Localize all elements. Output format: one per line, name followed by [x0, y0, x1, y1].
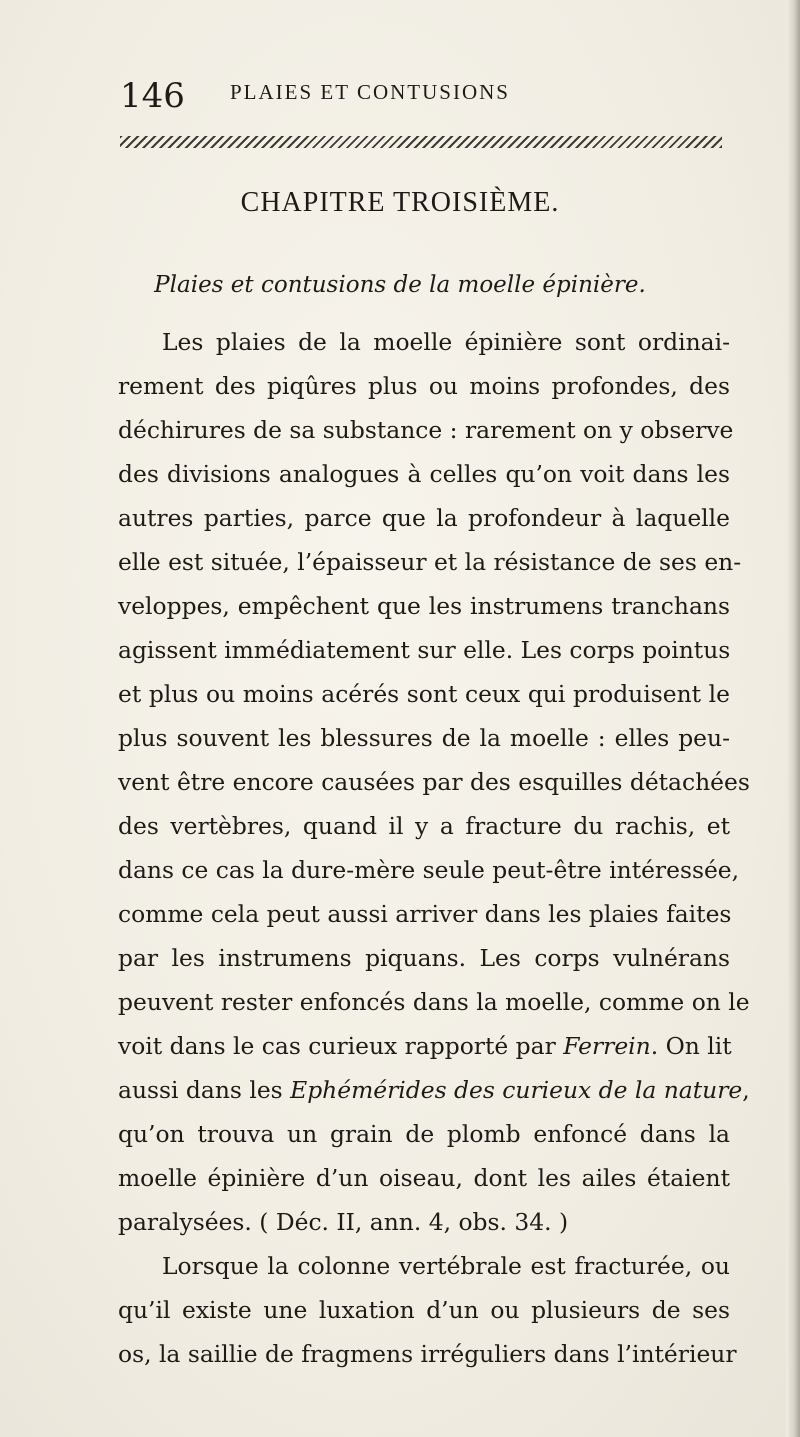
text-line: Les plaies de la moelle épinière sont ordinai- [162, 328, 730, 356]
text-line: déchirures de sa substance : rarement on y observe [118, 416, 734, 444]
text-line: elle est située, l’épaisseur et la résistance de ses en- [118, 548, 742, 576]
text-line: qu’il existe une luxation d’un ou plusieurs de ses [118, 1296, 730, 1324]
cited-work-title: Ephémérides des curieux de la nature [290, 1076, 743, 1104]
chapter-subtitle: Plaies et contusions de la moelle épinière. [154, 272, 646, 298]
page-number: 146 [120, 76, 185, 116]
running-title: PLAIES ET CONTUSIONS [230, 80, 510, 104]
text-line: des vertèbres, quand il y a fracture du rachis, et [118, 812, 730, 840]
text-line: autres parties, parce que la profondeur à laquelle [118, 504, 730, 532]
text-line: paralysées. ( Déc. II, ann. 4, obs. 34. ) [118, 1208, 569, 1236]
text-segment: , [742, 1076, 750, 1104]
text-line: veloppes, empêchent que les instrumens tranchans [118, 592, 730, 620]
text-line: Lorsque la colonne vertébrale est fracturée, ou [162, 1252, 730, 1280]
text-line: moelle épinière d’un oiseau, dont les ailes étaient [118, 1164, 730, 1192]
author-name: Ferrein [563, 1032, 651, 1060]
decorative-rule [120, 136, 722, 148]
text-line: agissent immédiatement sur elle. Les corps pointus [118, 636, 731, 664]
text-line [118, 1024, 730, 1068]
text-line: et plus ou moins acérés sont ceux qui produisent le [118, 680, 730, 708]
text-line: qu’on trouva un grain de plomb enfoncé dans la [118, 1120, 730, 1148]
text-line: par les instrumens piquans. Les corps vulnérans [118, 944, 730, 972]
chapter-title: CHAPITRE TROISIÈME. [240, 187, 560, 218]
text-line: des divisions analogues à celles qu’on voit dans les [118, 460, 730, 488]
body-text [118, 320, 750, 1376]
text-line: dans ce cas la dure-mère seule peut-être intéressée, [118, 856, 740, 884]
text-line [118, 1068, 750, 1112]
text-segment: . On lit [650, 1032, 732, 1060]
text-line: rement des piqûres plus ou moins profondes, des [118, 372, 730, 400]
text-line: plus souvent les blessures de la moelle : elles peu- [118, 724, 730, 752]
page-header [120, 72, 720, 120]
text-line: vent être encore causées par des esquilles détachées [118, 768, 750, 796]
text-line: peuvent rester enfoncés dans la moelle, comme on le [118, 988, 750, 1016]
text-line: os, la saillie de fragmens irréguliers dans l’intérieur [118, 1340, 737, 1368]
text-segment: aussi dans les [118, 1076, 291, 1104]
text-line: comme cela peut aussi arriver dans les plaies faites [118, 900, 732, 928]
text-segment: voit dans le cas curieux rapporté par [118, 1032, 564, 1060]
